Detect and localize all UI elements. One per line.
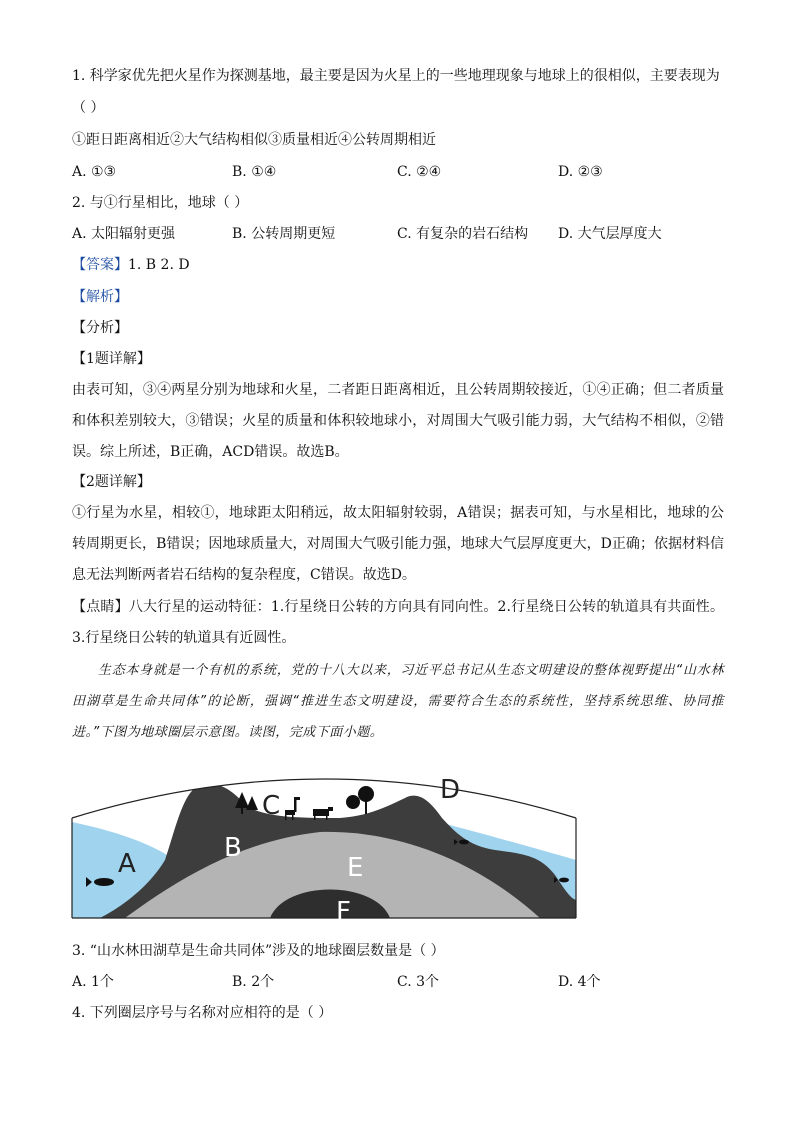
q2-option-a: A. 太阳辐射更强 [72,226,176,242]
q1-option-b: B. ①④ [232,164,277,180]
answer-text: 1. B 2. D [128,257,190,273]
q3-option-b: B. 2个 [232,974,275,990]
q1-option-c: C. ②④ [397,164,442,180]
answer-label: 【答案】 [72,257,128,273]
q3-option-c: C. 3个 [397,974,440,990]
analysis-label: 【解析】 [72,289,128,305]
q3-option-d: D. 4个 [558,974,601,990]
material-text: 生态本身就是一个有机的系统，党的十八大以来，习近平总书记从生态文明建设的整体视野提出“山水林田湖草是生命共同体”的论断，强调“推进生态文明建设，需要符合生态的系统性，坚持系统思维、协同推进。”下图为地球圈层示意图。读图，完成下面小题。 [72,663,724,740]
q3-stem: 3. “山水林田湖草是生命共同体”涉及的地球圈层数量是（ ） [72,943,445,959]
q3-option-a: A. 1个 [72,974,114,990]
dianjing-text: 八大行星的运动特征：1.行星绕日公转的方向具有同向性。2.行星绕日公转的轨道具有共面性。3.行星绕日公转的轨道具有近圆性。 [72,599,724,646]
label-b: B [224,833,242,863]
q4-stem: 4. 下列圈层序号与名称对应相符的是（ ） [72,1005,333,1021]
q2-option-b: B. 公转周期更短 [232,226,336,242]
detail2-text: ①行星为水星，相较①，地球距太阳稍远，故太阳辐射较弱，A错误；据表可知，与水星相比，地球的公转周期更长，B错误；因地球质量大，对周围大气吸引能力强，地球大气层厚度更大，D正确；依据材料信息无法判断两者岩石结构的复杂程度，C错误。故选D。 [72,505,724,583]
q1-option-a: A. ①③ [72,164,117,180]
label-e: E [347,853,364,883]
detail1-text: 由表可知，③④两星分别为地球和火星，二者距日距离相近，且公转周期较接近，①④正确；但二者质量和体积差别较大，③错误；火星的质量和体积较地球小，对周围大气吸引能力弱，大气结构不相似，②错误。综上所述，B正确，ACD错误。故选B。 [72,382,724,460]
label-d: D [440,775,461,805]
dianjing [72,592,724,654]
q1-items: ①距日距离相近②大气结构相似③质量相近④公转周期相近 [72,132,436,148]
q1-stem: 1. 科学家优先把火星作为探测基地，最主要是因为火星上的一些地理现象与地球上的很相似，主要表现为 [72,68,720,84]
label-a: A [118,849,136,879]
label-c: C [262,791,281,821]
q2-stem: 2. 与①行星相比，地球（ ） [72,195,249,211]
q1-blank: （ ） [72,100,105,116]
earth-sphere-diagram [70,760,580,922]
q2-option-d: D. 大气层厚度大 [558,226,662,242]
fenxi-label: 【分析】 [72,320,128,336]
answer-line [72,255,190,275]
detail1-label: 【1题详解】 [72,351,151,367]
detail2-label: 【2题详解】 [72,474,151,490]
q2-option-c: C. 有复杂的岩石结构 [397,226,529,242]
q1-option-d: D. ②③ [558,164,603,180]
label-f: F [336,897,351,922]
dianjing-label: 【点睛】 [72,599,129,615]
